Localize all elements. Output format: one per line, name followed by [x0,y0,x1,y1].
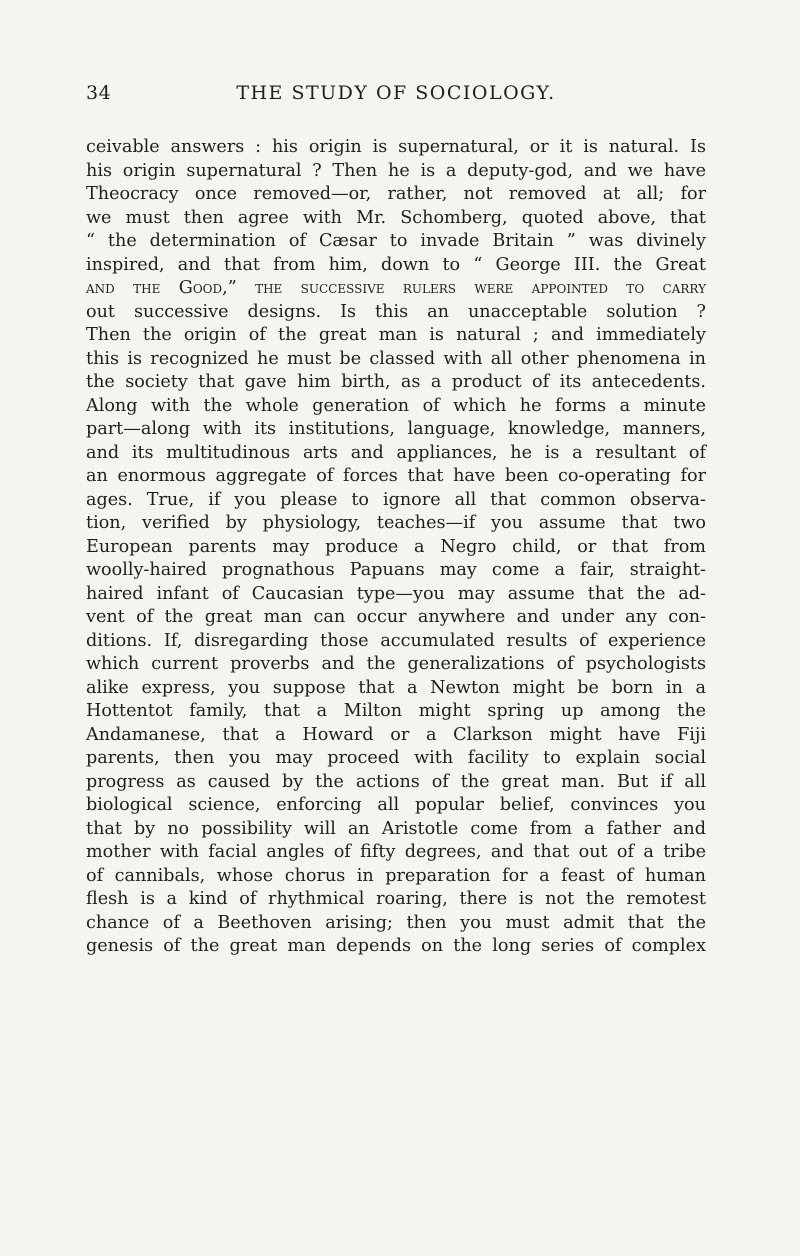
text-line: part—along with its institutions, language, knowledge, manners, [86,419,706,439]
text-line: ditions. If, disregarding those accumulated results of experience [86,630,706,651]
text-line: Andamanese, that a Howard or a Clarkson might have Fiji [86,724,706,745]
text-line: that by no possibility will an Aristotle come from a father and [86,818,706,839]
text-line: out successive designs. Is this an unacceptable solution ? [86,301,706,322]
text-line: Then the origin of the great man is natural ; and immediately [86,325,706,345]
text-line: parents, then you may proceed with facility to explain social [86,748,706,768]
text-line: which current proverbs and the generalizations of psychologists [86,654,706,674]
text-line: and its multitudinous arts and appliances, he is a resultant of [86,442,706,463]
running-head: THE STUDY OF SOCIOLOGY. [236,82,556,104]
text-line: vent of the great man can occur anywhere and under any con- [86,607,706,627]
text-line: inspired, and that from him, down to “ George III. the Great [86,254,706,275]
text-line: woolly-haired prognathous Papuans may come a fair, straight- [86,560,706,580]
text-line: his origin supernatural ? Then he is a deputy-god, and we have [86,160,706,181]
text-line: mother with facial angles of fifty degrees, and that out of a tribe [86,842,706,862]
text-line: Along with the whole generation of which he forms a minute [86,395,706,416]
text-line: haired infant of Caucasian type—you may assume that the ad- [86,583,706,604]
text-line: ages. True, if you please to ignore all that common observa- [86,489,706,510]
body-paragraph [86,136,706,959]
text-line: of cannibals, whose chorus in preparation for a feast of human [86,865,706,886]
text-line: flesh is a kind of rhythmical roaring, there is not the remotest [86,889,706,909]
text-line: and the Good,” the successive rulers were appointed to carry [86,278,706,298]
text-line: progress as caused by the actions of the great man. But if all [86,771,706,792]
text-line: ceivable answers : his origin is supernatural, or it is natural. Is [86,137,706,157]
text-line: Theocracy once removed—or, rather, not removed at all; for [86,184,706,204]
text-line: Hottentot family, that a Milton might spring up among the [86,701,706,721]
text-line: European parents may produce a Negro child, or that from [86,536,706,557]
page-number: 34 [86,82,112,104]
page-header [86,82,706,112]
text-line: an enormous aggregate of forces that have been co-operating for [86,466,706,486]
text-line: biological science, enforcing all popular belief, convinces you [86,795,706,815]
text-line: genesis of the great man depends on the long series of complex [86,936,706,956]
text-line: “ the determination of Cæsar to invade Britain ” was divinely [86,231,706,251]
text-line: chance of a Beethoven arising; then you must admit that the [86,912,706,933]
text-line: the society that gave him birth, as a product of its antecedents. [86,372,706,392]
text-line: this is recognized he must be classed with all other phenomena in [86,348,706,369]
text-line: alike express, you suppose that a Newton might be born in a [86,677,706,698]
text-line: we must then agree with Mr. Schomberg, quoted above, that [86,207,706,228]
text-line: tion, verified by physiology, teaches—if you assume that two [86,513,706,533]
